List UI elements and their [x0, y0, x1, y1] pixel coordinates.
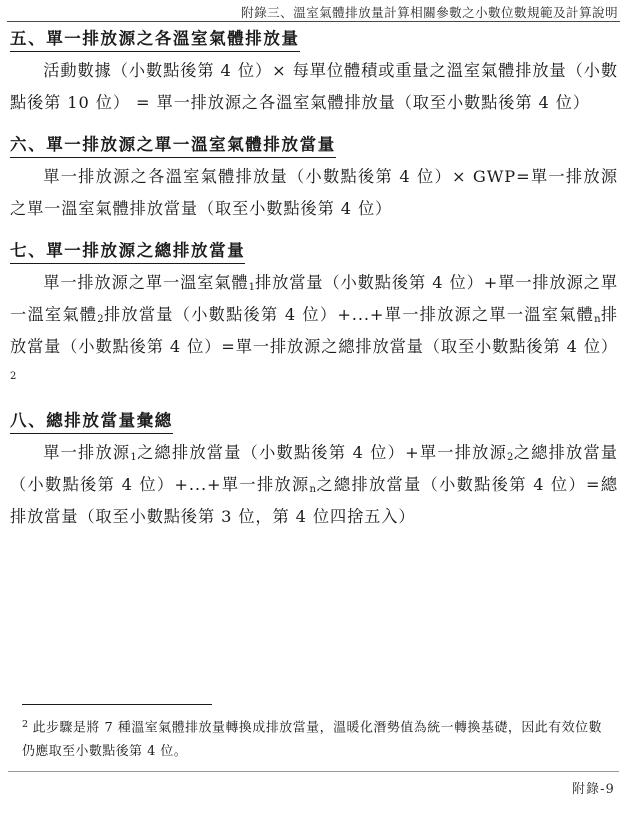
- section-body-8-part4: 之總排放當量（小數點後第 4 位）=總排放當量（取至小數點後第 3 位，第 4 位四捨五入）: [10, 474, 618, 526]
- section-body-7-part2: 排放當量（小數點後第 4 位）+單一排放源之單一溫室氣體: [10, 272, 618, 324]
- section-heading-row-8: [10, 410, 618, 434]
- section-heading-7: 七、單一排放源之總排放當量: [10, 240, 245, 264]
- section-body-8-part1: 單一排放源: [43, 442, 131, 462]
- section-body-7-subscript-n: n: [594, 313, 601, 325]
- section-heading-row-5: [10, 28, 618, 52]
- section-body-7-part1: 單一排放源之單一溫室氣體: [43, 272, 249, 292]
- footnote-body: 此步驟是將 7 種溫室氣體排放量轉換成排放當量，溫暖化潛勢值為統一轉換基礎，因此有效位數仍應取至小數點後第 4 位。: [22, 720, 602, 759]
- section-body-5-text: 活動數據（小數點後第 4 位）× 每單位體積或重量之溫室氣體排放量（小數點後第 10 位） = 單一排放源之各溫室氣體排放量（取至小數點後第 4 位）: [10, 60, 618, 112]
- section-body-8-part2: 之總排放當量（小數點後第 4 位）+單一排放源: [136, 442, 508, 462]
- document-body: [10, 28, 618, 535]
- section-body-7: [10, 267, 618, 395]
- section-body-6-text: 單一排放源之各溫室氣體排放量（小數點後第 4 位）× GWP=單一排放源之單一溫室氣體排放當量（取至小數點後第 4 位）: [10, 166, 618, 218]
- section-body-5: [10, 55, 618, 119]
- section-heading-8: 八、總排放當量彙總: [10, 410, 173, 434]
- section-heading-row-6: [10, 134, 618, 158]
- section-body-7-part4: 排放當量（小數點後第 4 位）=單一排放源之總排放當量（取至小數點後第 4 位）: [10, 304, 619, 356]
- section-body-6: [10, 161, 618, 225]
- section-body-8-subscript-2: 2: [507, 451, 514, 463]
- footnote-area: [22, 704, 602, 763]
- footnote-text: [22, 716, 602, 763]
- section-body-7-subscript-2: 2: [97, 313, 104, 325]
- section-heading-6: 六、單一排放源之單一溫室氣體排放當量: [10, 134, 336, 158]
- section-body-7-subscript-1: 1: [248, 281, 255, 293]
- section-body-8: [10, 437, 618, 533]
- section-body-8-part3: 之總排放當量（小數點後第 4 位）+...+單一排放源: [10, 442, 618, 494]
- header-divider: [7, 21, 620, 22]
- running-header: 附錄三、溫室氣體排放量計算相關參數之小數位數規範及計算說明: [241, 5, 618, 20]
- section-heading-row-7: [10, 240, 618, 264]
- section-body-7-part3: 排放當量（小數點後第 4 位）+...+單一排放源之單一溫室氣體: [103, 304, 595, 324]
- section-heading-5: 五、單一排放源之各溫室氣體排放量: [10, 28, 300, 52]
- footnote-divider: [22, 704, 212, 705]
- footnote-marker: 2: [22, 719, 29, 730]
- footer-divider: [8, 771, 619, 772]
- section-body-8-subscript-1: 1: [130, 451, 137, 463]
- footnote-reference-marker: 2: [10, 371, 17, 383]
- page-number: 附錄-9: [572, 782, 615, 797]
- section-body-8-subscript-n: n: [309, 483, 316, 495]
